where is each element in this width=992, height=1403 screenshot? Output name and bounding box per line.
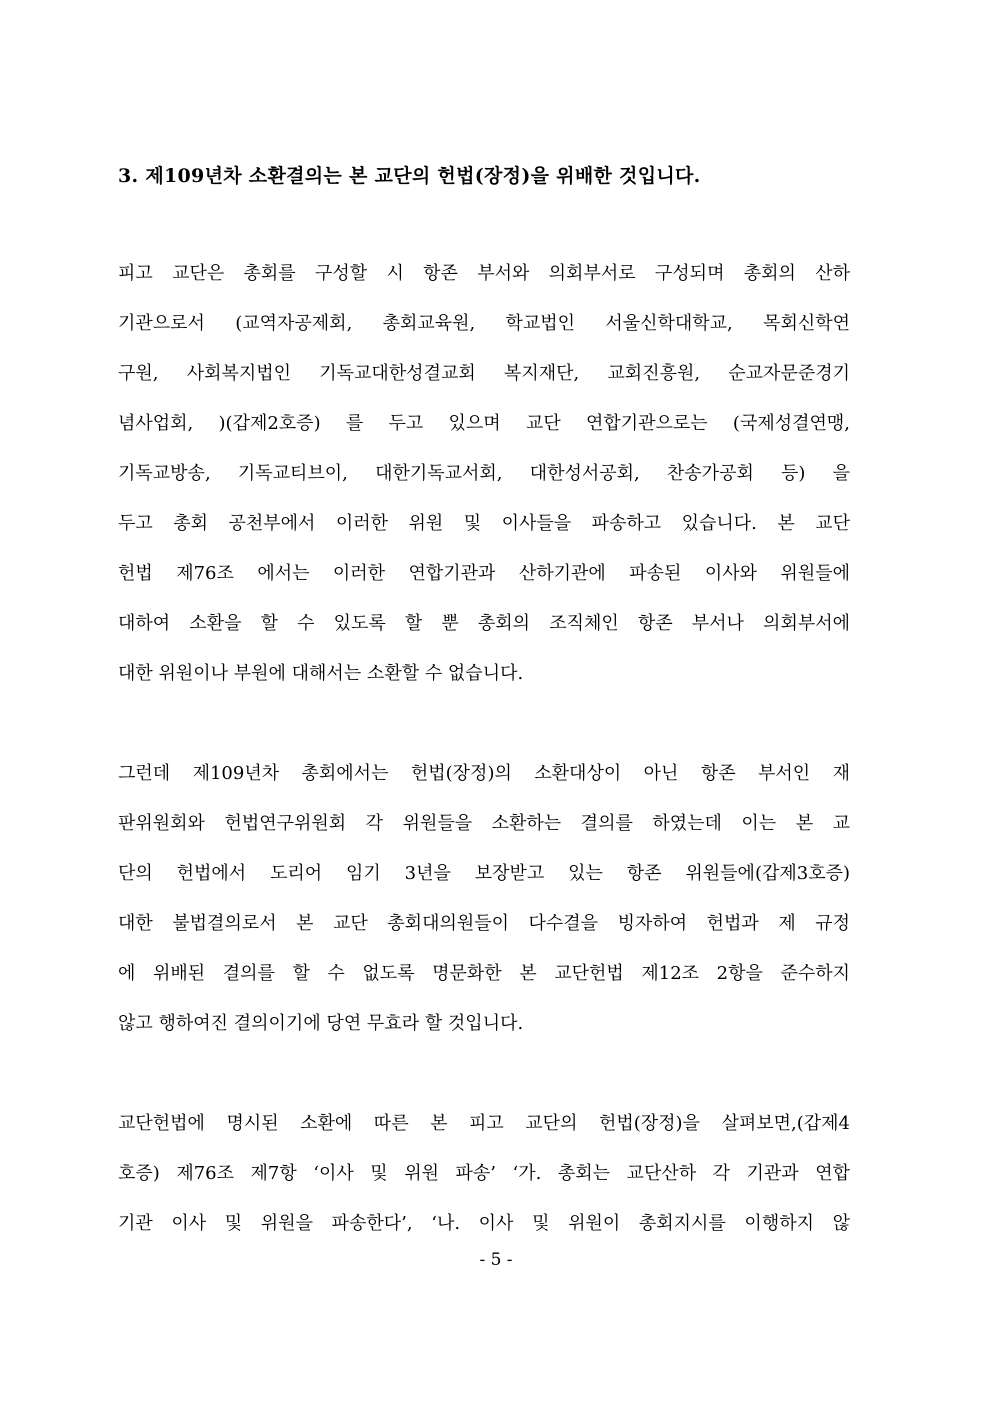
- paragraph-line: 않고 행하여진 결의이기에 당연 무효라 할 것입니다.: [118, 1013, 524, 1034]
- paragraph-line: 두고 총회 공천부에서 이러한 위원 및 이사들을 파송하고 있습니다. 본 교단: [118, 513, 850, 534]
- paragraph-line: 헌법 제76조 에서는 이러한 연합기관과 산하기관에 파송된 이사와 위원들에: [118, 563, 850, 584]
- paragraph-line: 에 위배된 결의를 할 수 없도록 명문화한 본 교단헌법 제12조 2항을 준수하지: [118, 963, 850, 984]
- paragraph-line: 구원, 사회복지법인 기독교대한성결교회 복지재단, 교회진흥원, 순교자문준경기: [118, 363, 850, 384]
- paragraph-line: 호증) 제76조 제7항 ‘이사 및 위원 파송’ ‘가. 총회는 교단산하 각 기관과 연합: [118, 1163, 850, 1184]
- paragraph-line: 단의 헌법에서 도리어 임기 3년을 보장받고 있는 항존 위원들에(갑제3호증): [118, 863, 850, 884]
- paragraph-line: 대한 불법결의로서 본 교단 총회대의원들이 다수결을 빙자하여 헌법과 제 규정: [118, 913, 850, 934]
- paragraph-line: 교단헌법에 명시된 소환에 따른 본 피고 교단의 헌법(장정)을 살펴보면,(갑제4: [118, 1113, 850, 1134]
- paragraph-line: 그런데 제109년차 총회에서는 헌법(장정)의 소환대상이 아닌 항존 부서인 재: [118, 763, 850, 784]
- section-heading: 3. 제109년차 소환결의는 본 교단의 헌법(장정)을 위배한 것입니다.: [118, 165, 701, 187]
- paragraph-2: [118, 758, 850, 1058]
- paragraph-line: 대한 위원이나 부원에 대해서는 소환할 수 없습니다.: [118, 663, 524, 684]
- paragraph-line: 피고 교단은 총회를 구성할 시 항존 부서와 의회부서로 구성되며 총회의 산하: [118, 263, 850, 284]
- paragraph-line: 기관으로서 (교역자공제회, 총회교육원, 학교법인 서울신학대학교, 목회신학연: [118, 313, 850, 334]
- paragraph-3: [118, 1108, 850, 1258]
- paragraph-line: 판위원회와 헌법연구위원회 각 위원들을 소환하는 결의를 하였는데 이는 본 교: [118, 813, 850, 834]
- paragraph-line: 대하여 소환을 할 수 있도록 할 뿐 총회의 조직체인 항존 부서나 의회부서에: [118, 613, 850, 634]
- paragraph-line: 념사업회, )(갑제2호증) 를 두고 있으며 교단 연합기관으로는 (국제성결연맹,: [118, 413, 850, 434]
- page-number: - 5 -: [479, 1250, 513, 1270]
- paragraph-line: 기관 이사 및 위원을 파송한다’, ‘나. 이사 및 위원이 총회지시를 이행하지 않: [118, 1213, 850, 1234]
- paragraph-1: [118, 258, 850, 708]
- paragraph-line: 기독교방송, 기독교티브이, 대한기독교서회, 대한성서공회, 찬송가공회 등) 을: [118, 463, 850, 484]
